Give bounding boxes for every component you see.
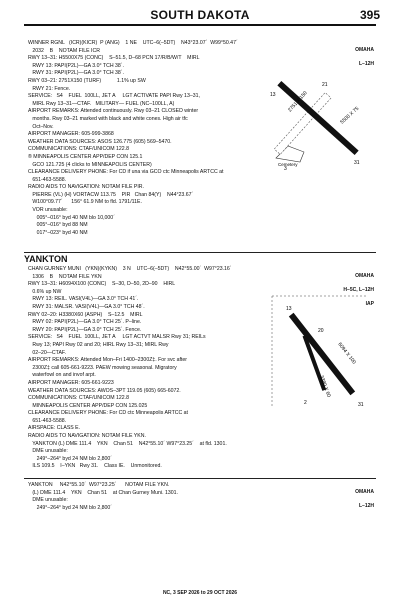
rwy-a-dim-label: 6094 X 100: [336, 341, 357, 366]
entry-line: ILS 109.5 I–YKN Rwy 31. Class IE. Unmonitored.: [28, 463, 162, 470]
entry-line: AIRPORT REMARKS: Attended Mon–Fri 1400–2300Z‡. For svc after: [28, 357, 187, 364]
section-rule-2: [24, 478, 376, 479]
cemetery-label: Cemetery: [278, 162, 298, 167]
entry-line: AIRPORT MANAGER: 605-999-3868: [28, 131, 114, 138]
entry-line: (L) DME 111.4 YKN Chan 51 at Chan Gurney Muni. 1301.: [28, 489, 178, 496]
winner-rgnl-entry: [28, 40, 238, 237]
entry-line: 651-463-5588.: [28, 176, 67, 183]
entry-line: waterfowl on and invof arpt.: [28, 372, 96, 379]
rwy-end-31: 31: [354, 160, 360, 166]
entry-line: RWY 31: PAPI(P2L)—GA 3.0° TCH 38´.: [28, 70, 124, 77]
entry-line: RWY 13–31: H6094X100 (CONC) S–30, D–50, 2D–90 HIRL: [28, 281, 176, 288]
entry-line: 2300Z‡ call 605-661-9223. PAEW mowing seasonal. Migratory: [28, 364, 177, 371]
entry-line: RWY 20: PAPI(P2L)—GA 3.0° TCH 25´. Fence.: [28, 326, 142, 333]
chan-airport-diagram: [268, 292, 374, 412]
entry-line: Rwy 13; PAPI Rwy 02 and 20; HIRL Rwy 13–31; MIRL Rwy: [28, 341, 169, 348]
entry-line: COMMUNICATIONS: CTAF/UNICOM 122.8: [28, 146, 129, 153]
entry-line: months. Rwy 03–21 marked with black and white cones. High air tfc: [28, 115, 188, 122]
entry-line: DME unusable:: [28, 497, 68, 504]
entry-line: WEATHER DATA SOURCES: AWOS–3PT 119.05 (605) 665-6072.: [28, 387, 181, 394]
entry-line: RWY 02–20: H3380X60 (ASPH) S–12.5 MIRL: [28, 311, 143, 318]
entry-line: AIRPORT MANAGER: 605-661-9223: [28, 379, 114, 386]
entry-line: RWY 02: PAPI(P2L)—GA 3.0° TCH 25´. P–line.: [28, 319, 142, 326]
entry-line: YANKTON (L) DME 111.4 YKN Chan 51 N42°55.10´ W97°23.25´ at fld. 1301.: [28, 440, 227, 447]
yankton-code-center: OMAHA: [355, 489, 374, 495]
section-rule-1: [24, 252, 376, 253]
entry-line: 651-463-5588.: [28, 417, 67, 424]
entry-line: AIRSPACE: CLASS E.: [28, 425, 81, 432]
rwy-b-dim-label: 2751 X 150: [287, 90, 309, 114]
entry-line: WINNER RGNL (ICR)(KICR) P (ANG) 1 NE UTC–6(–5DT) N43°23.07´ W99°50.47´: [28, 40, 238, 46]
entry-line: MIRL Rwy 13–31—CTAF. MILITARY— FUEL (NC–100LL, A): [28, 100, 175, 107]
entry-line: 249°–264° byd 24 NM blo 2,800´: [28, 504, 113, 511]
entry-line: RWY 31: MALSR. VASI(V4L)—GA 3.0° TCH 48´.: [28, 303, 145, 310]
chan-code-iap: IAP: [365, 301, 374, 307]
entry-line: RWY 13: REIL. VASI(V4L)—GA 3.0° TCH 41´.: [28, 296, 139, 303]
entry-line: 005°–016° byd 40 NM blo 10,000´: [28, 214, 115, 221]
winner-airport-diagram: [256, 66, 372, 178]
winner-code-chart: L–12H: [358, 61, 374, 67]
rwy-end-13: 13: [286, 306, 292, 312]
rwy-end-31: 31: [358, 402, 364, 408]
entry-line: 1306 B NOTAM FILE YKN: [28, 273, 102, 280]
entry-line: RWY 21: Fence.: [28, 85, 71, 92]
yankton-code-chart: L–12H: [358, 503, 374, 509]
entry-line: AIRPORT REMARKS: Attended continuously. Rwy 03–21 CLOSED winter: [28, 108, 199, 115]
entry-line: 02–20—CTAF.: [28, 349, 66, 356]
entry-line: 249°–264° byd 24 NM blo 2,800´: [28, 455, 113, 462]
entry-line: CLEARANCE DELIVERY PHONE: For CD if una via GCO ctc Minneapolis ARTCC at: [28, 169, 224, 176]
state-title: SOUTH DAKOTA: [150, 8, 250, 22]
entry-line: 017°–023° byd 40 NM: [28, 229, 88, 236]
entry-line: MINNEAPOLIS CENTER APP/DEP CON 125.025: [28, 402, 148, 409]
entry-line: COMMUNICATIONS: CTAF/UNICOM 122.8: [28, 395, 129, 402]
rwy-end-2: 2: [304, 400, 307, 406]
entry-line: CLEARANCE DELIVERY PHONE: For CD ctc Minneapolis ARTCC at: [28, 410, 188, 417]
entry-line: CHAN GURNEY MUNI (YKN)(KYKN) 3 N UTC–6(–5DT) N42°55.00´ W97°23.16´: [28, 266, 232, 272]
entry-line: 2032 B NOTAM FILE ICR: [28, 47, 100, 54]
entry-line: VOR unusable:: [28, 207, 68, 214]
chan-code-chart: H–5C, L–12H: [343, 287, 374, 293]
entry-line: SERVICE: S4 FUEL 100LL, JET A LGT ACTIVATE PAPI Rwy 13–31,: [28, 93, 200, 100]
entry-line: W100°09.77´ 156° 61.9 NM to fld. 1791/11E.: [28, 199, 142, 206]
entry-line: RWY 03–21: 2751X150 (TURF) 1.1% up SW: [28, 77, 146, 84]
entry-line: WEATHER DATA SOURCES: ASOS 126.775 (605) 569–5470.: [28, 138, 172, 145]
entry-line: RADIO AIDS TO NAVIGATION: NOTAM FILE YKN.: [28, 433, 146, 440]
entry-line: ® MINNEAPOLIS CENTER APP/DEP CON 125.1: [28, 153, 143, 160]
chan-code-center: OMAHA: [355, 273, 374, 279]
winner-code-center: OMAHA: [355, 47, 374, 53]
city-yankton: YANKTON: [24, 254, 68, 264]
entry-line: PIERRE (VL) (H) VORTACW 113.75 PIR Chan 84(Y) N44°23.67´: [28, 191, 194, 198]
yankton-chart-codes: [352, 482, 374, 510]
entry-line: 0.6% up NW: [28, 288, 62, 295]
entry-line: RWY 13–31: H5500X75 (CONC) S–51.5, D–68 PCN 17/R/B/W/T MIRL: [28, 55, 200, 62]
entry-line: GCO 121.725 (4 clicks to MINNEAPOLIS CENTER): [28, 161, 152, 168]
effective-dates-footer: NC, 3 SEP 2026 to 29 OCT 2026: [162, 590, 238, 596]
rwy-end-21: 21: [322, 82, 328, 88]
entry-line: Oct–Nov.: [28, 123, 54, 130]
chan-gurney-entry: [28, 266, 232, 471]
entry-line: YANKTON N42°55.10´ W97°23.25´ NOTAM FILE YKN.: [28, 482, 170, 488]
rwy-end-20: 20: [318, 328, 324, 334]
rwy-end-3: 3: [284, 166, 287, 172]
yankton-dme-entry: [28, 482, 178, 512]
entry-line: 005°–016° byd 88 NM: [28, 222, 88, 229]
entry-line: RADIO AIDS TO NAVIGATION: NOTAM FILE PIR.: [28, 184, 144, 191]
entry-line: DME unusable:: [28, 448, 68, 455]
page-number: 395: [359, 8, 380, 22]
winner-chart-codes: [352, 40, 374, 68]
entry-line: SERVICE: S4 FUEL 100LL, JET A LGT ACTVT MALSR Rwy 31; REILs: [28, 334, 206, 341]
rwy-a-dim-label: 5500 X 75: [339, 105, 361, 126]
entry-line: RWY 13: PAPI(P2L)—GA 3.0° TCH 38´.: [28, 62, 124, 69]
rwy-b-dim-label: 3380 X 60: [318, 374, 332, 399]
rwy-end-13: 13: [270, 92, 276, 98]
header-rule: [24, 24, 376, 26]
